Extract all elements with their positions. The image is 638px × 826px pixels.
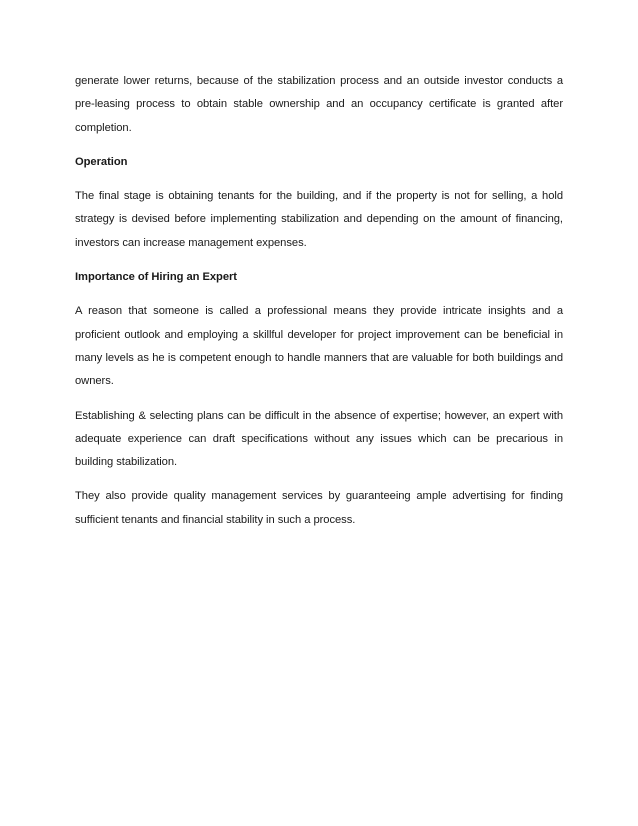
paragraph-establishing-plans: Establishing & selecting plans can be difficult in the absence of expertise; however, an expert with adequate experience can draft specifications without any issues which can be precarious in building stabilization. [75,409,563,469]
paragraph-professional-reason: A reason that someone is called a professional means they provide intricate insights and a proficient outlook and employing a skillful developer for project improvement can be beneficial in many levels as he is competent enough to handle manners that are valuable for both buildings and owners. [75,305,563,388]
heading-importance-of-hiring-expert: Importance of Hiring an Expert [75,271,237,284]
paragraph-continuation: generate lower returns, because of the stabilization process and an outside investor conducts a pre-leasing process to obtain stable ownership and an occupancy certificate is granted after completion. [75,75,563,134]
heading-operation: Operation [75,155,128,168]
document-page [75,70,563,543]
paragraph-operation: The final stage is obtaining tenants for the building, and if the property is not for selling, a hold strategy is devised before implementing stabilization and depending on the amount of financing, investors can increase management expenses. [75,190,563,249]
paragraph-quality-management: They also provide quality management services by guaranteeing ample advertising for finding sufficient tenants and financial stability in such a process. [75,490,563,526]
